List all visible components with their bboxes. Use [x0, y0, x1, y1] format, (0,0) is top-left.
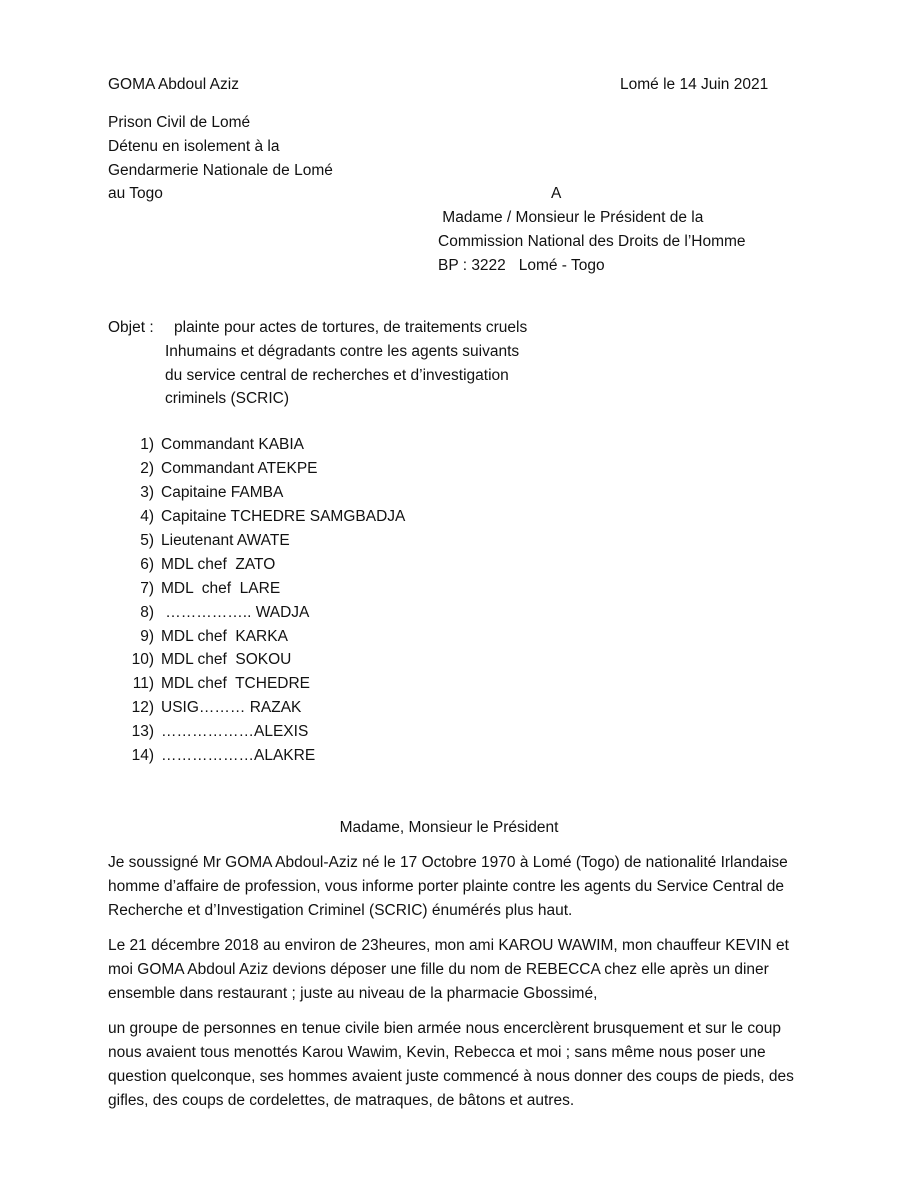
- list-number: 4): [140, 508, 154, 525]
- list-number: 13): [131, 723, 154, 740]
- list-item: Commandant KABIA: [161, 436, 305, 453]
- list-item: USIG……… RAZAK: [161, 699, 302, 716]
- list-number: 9): [140, 628, 154, 645]
- list-item: Lieutenant AWATE: [161, 532, 290, 549]
- list-item: MDL chef SOKOU: [161, 651, 292, 668]
- subject-line: criminels (SCRIC): [165, 390, 289, 407]
- list-number: 5): [140, 532, 154, 549]
- list-item: MDL chef LARE: [161, 580, 281, 597]
- list-number: 1): [140, 436, 154, 453]
- list-number: 12): [131, 699, 154, 716]
- to-label: A: [551, 185, 562, 202]
- body-paragraph: Je soussigné Mr GOMA Abdoul-Aziz né le 17 Octobre 1970 à Lomé (Togo) de nationalité Irlandaise homme d’affaire de profession, vous informe porter plainte contre les agents du Service Central de Recherche et d’Investigation Criminel (SCRIC) énumérés plus haut.: [108, 854, 788, 919]
- sender-address-line: au Togo: [108, 185, 163, 202]
- list-number: 3): [140, 484, 154, 501]
- sender-name: GOMA Abdoul Aziz: [108, 76, 239, 93]
- list-number: 2): [140, 460, 154, 477]
- subject-label: Objet :: [108, 319, 154, 336]
- sender-address-line: Prison Civil de Lomé: [108, 114, 251, 131]
- list-item: Capitaine TCHEDRE SAMGBADJA: [161, 508, 406, 525]
- body-paragraph: un groupe de personnes en tenue civile bien armée nous encerclèrent brusquement et sur le coup nous avaient tous menottés Karou Wawim, Kevin, Rebecca et moi ; sans même nous poser une question quelconque, ses hommes avaient juste commencé à nous donner des coups de pieds, des gifles, des coups de cordelettes, de matraques, de bâtons et autres.: [108, 1020, 794, 1109]
- place-date: Lomé le 14 Juin 2021: [620, 76, 769, 93]
- list-number: 11): [132, 675, 154, 692]
- list-number: 6): [140, 556, 154, 573]
- sender-address-line: Gendarmerie Nationale de Lomé: [108, 162, 333, 179]
- list-item: …………….. WADJA: [161, 604, 310, 621]
- subject-line: du service central de recherches et d’investigation: [165, 367, 509, 384]
- list-number: 7): [140, 580, 154, 597]
- recipient-line: BP : 3222 Lomé - Togo: [438, 257, 605, 274]
- list-item: MDL chef KARKA: [161, 628, 288, 645]
- salutation: Madame, Monsieur le Président: [339, 819, 559, 836]
- subject-line: plainte pour actes de tortures, de traitements cruels: [174, 319, 528, 336]
- list-item: ………………ALEXIS: [161, 723, 309, 740]
- list-item: MDL chef ZATO: [161, 556, 276, 573]
- list-item: ………………ALAKRE: [161, 747, 316, 764]
- sender-address-line: Détenu en isolement à la: [108, 138, 280, 155]
- list-number: 8): [140, 604, 154, 621]
- list-item: Commandant ATEKPE: [161, 460, 318, 477]
- list-item: Capitaine FAMBA: [161, 484, 284, 501]
- recipient-line: Commission National des Droits de l’Homme: [438, 233, 746, 250]
- list-number: 14): [131, 747, 154, 764]
- subject-line: Inhumains et dégradants contre les agents suivants: [165, 343, 520, 360]
- list-number: 10): [131, 651, 154, 668]
- recipient-line: Madame / Monsieur le Président de la: [438, 209, 704, 226]
- body-paragraph: Le 21 décembre 2018 au environ de 23heures, mon ami KAROU WAWIM, mon chauffeur KEVIN et moi GOMA Abdoul Aziz devions déposer une fille du nom de REBECCA chez elle après un diner ensemble dans restaurant ; juste au niveau de la pharmacie Gbossimé,: [108, 937, 789, 1002]
- list-item: MDL chef TCHEDRE: [161, 675, 311, 692]
